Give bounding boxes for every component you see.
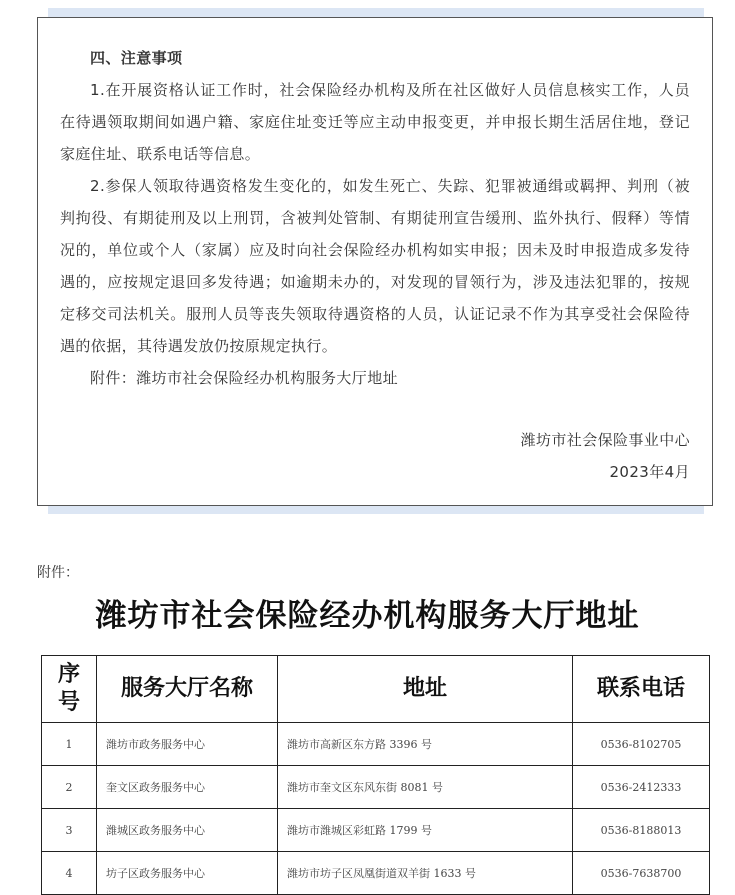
table-row	[42, 766, 710, 809]
table-row	[42, 723, 710, 766]
row-phone: 0536-2412333	[573, 766, 710, 809]
row-phone: 0536-8188013	[573, 809, 710, 852]
table-row	[42, 809, 710, 852]
row-index: 2	[42, 766, 97, 809]
row-address: 潍坊市奎文区东风东街 8081 号	[278, 766, 573, 809]
header-address: 地址	[278, 656, 573, 723]
row-hall-name: 坊子区政务服务中心	[97, 852, 278, 895]
attachment-label: 附件：	[37, 565, 79, 581]
row-address: 潍坊市潍城区彩虹路 1799 号	[278, 809, 573, 852]
header-index-line1: 序	[57, 662, 80, 687]
notice-heading: 四、注意事项	[90, 49, 183, 67]
signature-date: 2023年4月	[609, 463, 690, 481]
attachment-title: 潍坊市社会保险经办机构服务大厅地址	[95, 598, 640, 634]
notice-paragraph-1: 1.在开展资格认证工作时，社会保险经办机构及所在社区做好人员信息核实工作，人员在待遇领取期间如遇户籍、家庭住址变迁等应主动申报变更，并申报长期生活居住地，登记家庭住址、联系电话等信息。	[60, 81, 690, 163]
header-index-line2: 号	[57, 690, 80, 715]
service-hall-table	[41, 655, 710, 895]
row-index: 3	[42, 809, 97, 852]
header-phone: 联系电话	[573, 656, 710, 723]
row-address: 潍坊市坊子区凤凰街道双羊街 1633 号	[278, 852, 573, 895]
signature-spacer	[60, 394, 690, 424]
header-hall-name: 服务大厅名称	[97, 656, 278, 723]
row-phone: 0536-8102705	[573, 723, 710, 766]
notice-box	[37, 17, 713, 506]
row-hall-name: 潍坊市政务服务中心	[97, 723, 278, 766]
table-row	[42, 852, 710, 895]
signature-org: 潍坊市社会保险事业中心	[520, 431, 690, 449]
notice-paragraph-2: 2.参保人领取待遇资格发生变化的，如发生死亡、失踪、犯罪被通缉或羁押、判刑（被判拘役、有期徒刑及以上刑罚，含被判处管制、有期徒刑宣告缓刑、监外执行、假释）等情况的，单位或个人（家属）应及时向社会保险经办机构如实申报；因未及时申报造成多发待遇的，应按规定退回多发待遇；如逾期未办的，对发现的冒领行为，涉及违法犯罪的，按规定移交司法机关。服刑人员等丧失领取待遇资格的人员，认证记录不作为其享受社会保险待遇的依据，其待遇发放仍按原规定执行。	[60, 177, 690, 355]
row-hall-name: 奎文区政务服务中心	[97, 766, 278, 809]
row-phone: 0536-7638700	[573, 852, 710, 895]
row-address: 潍坊市高新区东方路 3396 号	[278, 723, 573, 766]
table-header-row	[42, 656, 710, 723]
row-hall-name: 潍城区政务服务中心	[97, 809, 278, 852]
row-index: 4	[42, 852, 97, 895]
row-index: 1	[42, 723, 97, 766]
header-index	[42, 656, 97, 723]
notice-attachment-note: 附件：潍坊市社会保险经办机构服务大厅地址	[90, 369, 399, 387]
